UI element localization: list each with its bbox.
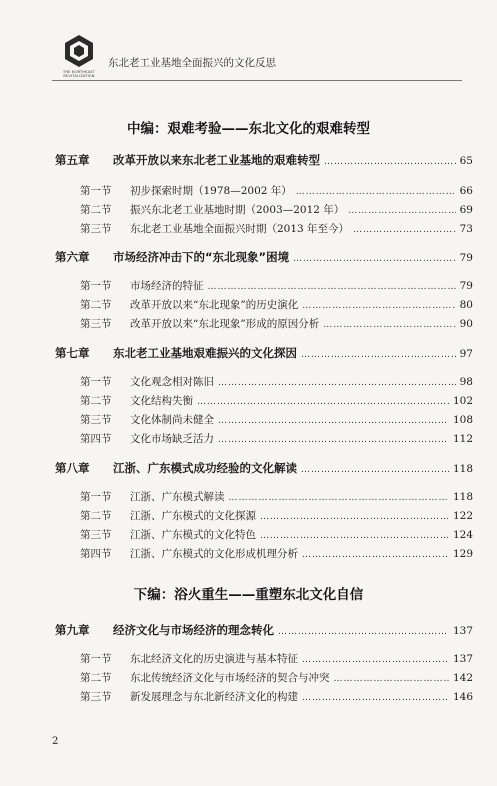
logo-text: THE NORTHEAST REVITALIZATION <box>63 70 95 78</box>
header-rule <box>52 80 462 81</box>
toc-chapter[interactable] <box>55 249 473 265</box>
toc-section[interactable] <box>80 393 473 408</box>
leader-dots <box>218 435 449 445</box>
toc-section[interactable] <box>80 546 473 561</box>
chapter-title: 改革开放以来东北老工业基地的艰难转型 <box>113 153 320 167</box>
leader-dots <box>323 320 455 330</box>
page-number: 102 <box>452 395 473 407</box>
leader-dots <box>302 693 449 703</box>
section-number: 第一节 <box>80 653 112 665</box>
leader-dots <box>302 655 449 665</box>
toc-section[interactable] <box>80 489 473 504</box>
page-number: 108 <box>452 414 473 426</box>
folio-page-number: 2 <box>52 736 59 747</box>
running-title: 东北老工业基地全面振兴的文化反思 <box>108 57 276 69</box>
leader-dots <box>296 187 456 197</box>
leader-dots <box>260 531 449 541</box>
leader-dots <box>302 550 449 560</box>
section-title: 东北经济文化的历史演进与基本特征 <box>130 653 298 665</box>
section-number: 第三节 <box>80 529 112 541</box>
toc-section[interactable] <box>80 278 473 293</box>
section-number: 第二节 <box>80 395 112 407</box>
toc-section[interactable] <box>80 651 473 666</box>
leader-dots <box>218 416 449 426</box>
section-number: 第三节 <box>80 691 112 703</box>
page-number: 118 <box>452 491 473 503</box>
toc-chapter[interactable] <box>55 460 473 476</box>
section-title: 文化结构失衡 <box>130 395 193 407</box>
section-title: 东北老工业基地全面振兴时期（2013 年至今） <box>130 223 350 235</box>
section-number: 第三节 <box>80 414 112 426</box>
section-title: 改革开放以来“东北现象”的历史演化 <box>130 299 299 311</box>
chapter-number: 第七章 <box>55 346 90 360</box>
section-title: 江浙、广东模式的文化特色 <box>130 529 256 541</box>
section-number: 第四节 <box>80 433 112 445</box>
section-title: 江浙、广东模式的文化形成机理分析 <box>130 548 298 560</box>
section-number: 第一节 <box>80 185 112 197</box>
section-title: 新发展理念与东北新经济文化的构建 <box>130 691 298 703</box>
chapter-title: 经济文化与市场经济的理念转化 <box>113 623 274 637</box>
page-number: 90 <box>459 318 473 330</box>
page-number: 122 <box>452 510 473 522</box>
toc-section[interactable] <box>80 202 473 217</box>
chapter-title: 江浙、广东模式成功经验的文化解读 <box>113 461 297 475</box>
section-number: 第一节 <box>80 280 112 292</box>
chapter-title: 东北老工业基地艰难振兴的文化探因 <box>113 346 297 360</box>
leader-dots <box>301 465 449 475</box>
section-number: 第二节 <box>80 299 112 311</box>
leader-dots <box>334 674 449 684</box>
section-title: 东北传统经济文化与市场经济的契合与冲突 <box>130 672 330 684</box>
leader-dots <box>324 157 456 167</box>
section-title: 江浙、广东模式解读 <box>130 491 225 503</box>
leader-dots <box>218 378 456 388</box>
section-number: 第一节 <box>80 376 112 388</box>
toc-chapter[interactable] <box>55 345 473 361</box>
page-number: 80 <box>459 299 473 311</box>
page-number: 146 <box>452 691 473 703</box>
publisher-logo-icon <box>62 34 96 68</box>
toc-chapter[interactable] <box>55 622 473 638</box>
toc-section[interactable] <box>80 183 473 198</box>
chapter-number: 第八章 <box>55 461 90 475</box>
section-number: 第一节 <box>80 491 112 503</box>
page-number: 124 <box>452 529 473 541</box>
page-number: 142 <box>452 672 473 684</box>
section-title: 文化观念相对陈旧 <box>130 376 214 388</box>
leader-dots <box>293 254 456 264</box>
toc-section[interactable] <box>80 508 473 523</box>
section-number: 第二节 <box>80 510 112 522</box>
page-number: 97 <box>459 348 473 360</box>
toc-section[interactable] <box>80 431 473 446</box>
section-number: 第三节 <box>80 223 112 235</box>
toc-section[interactable] <box>80 221 473 236</box>
section-number: 第三节 <box>80 318 112 330</box>
section-title: 江浙、广东模式的文化探源 <box>130 510 256 522</box>
page-number: 112 <box>452 433 473 445</box>
section-number: 第四节 <box>80 548 112 560</box>
section-title: 振兴东北老工业基地时期（2003—2012 年） <box>130 204 345 216</box>
page-number: 73 <box>459 223 473 235</box>
page-number: 137 <box>452 625 473 637</box>
section-number: 第二节 <box>80 204 112 216</box>
leader-dots <box>260 512 449 522</box>
chapter-number: 第九章 <box>55 623 90 637</box>
page-number: 66 <box>459 185 473 197</box>
toc-section[interactable] <box>80 527 473 542</box>
toc-section[interactable] <box>80 670 473 685</box>
section-title: 文化市场缺乏活力 <box>130 433 214 445</box>
leader-dots <box>353 225 456 235</box>
leader-dots <box>208 282 456 292</box>
page-number: 129 <box>452 548 473 560</box>
section-title: 市场经济的特征 <box>130 280 204 292</box>
page-number: 98 <box>459 376 473 388</box>
leader-dots <box>301 350 456 360</box>
page-number: 79 <box>459 280 473 292</box>
section-title: 改革开放以来“东北现象”形成的原因分析 <box>130 318 320 330</box>
part-title-middle: 中编：艰难考验——东北文化的艰难转型 <box>127 121 370 137</box>
chapter-title: 市场经济冲击下的“东北现象”困境 <box>113 250 290 264</box>
toc-section[interactable] <box>80 374 473 389</box>
toc-section[interactable] <box>80 316 473 331</box>
section-title: 初步探索时期（1978—2002 年） <box>130 185 292 197</box>
part-title-lower: 下编：浴火重生——重塑东北文化自信 <box>133 587 364 603</box>
page-number: 65 <box>459 155 473 167</box>
leader-dots <box>302 301 455 311</box>
toc-section[interactable] <box>80 297 473 312</box>
page-number: 69 <box>459 204 473 216</box>
leader-dots <box>348 206 455 216</box>
leader-dots <box>229 493 449 503</box>
toc-section[interactable] <box>80 689 473 704</box>
section-title: 文化体制尚未健全 <box>130 414 214 426</box>
chapter-number: 第六章 <box>55 250 90 264</box>
toc-section[interactable] <box>80 412 473 427</box>
page-number: 118 <box>452 463 473 475</box>
leader-dots <box>278 627 449 637</box>
chapter-number: 第五章 <box>55 153 90 167</box>
page-number: 137 <box>452 653 473 665</box>
toc-chapter[interactable] <box>55 152 473 168</box>
leader-dots <box>197 397 449 407</box>
section-number: 第二节 <box>80 672 112 684</box>
page-number: 79 <box>459 252 473 264</box>
